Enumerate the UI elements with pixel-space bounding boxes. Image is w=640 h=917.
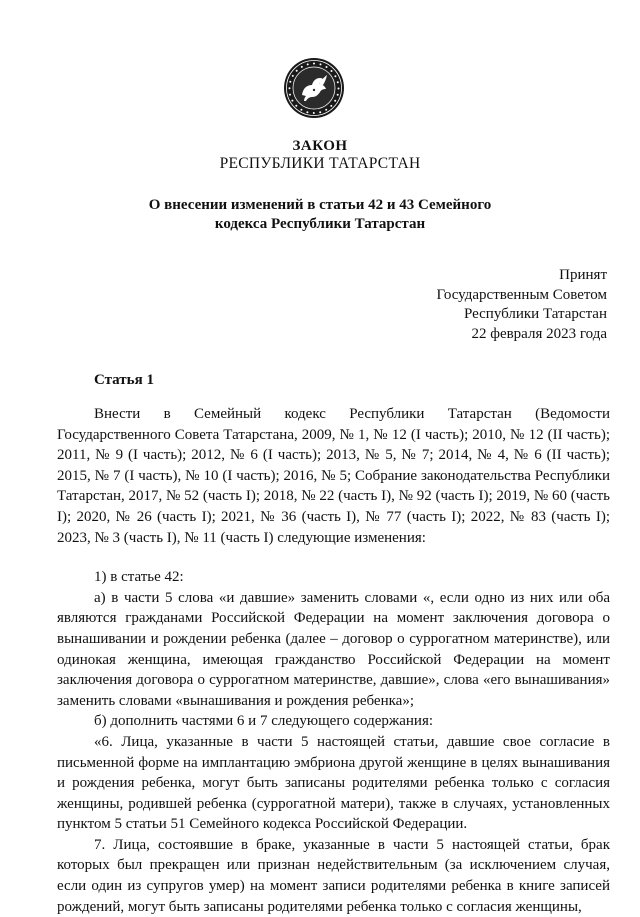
law-title: ЗАКОН [292,138,348,154]
adopted-line-1: Принят [559,267,607,283]
subject-line-2: кодекса Республики Татарстан [214,216,426,232]
part-6-paragraph: «6. Лица, указанные в части 5 настоящей статьи, давшие свое согласие в письменной форме на имплантацию эмбриона другой женщине в целях вынашивания и рождения ребенка, могут быть записаны родителями ребенка только с согласия женщины, родившей ребенка (суррогатной матери), также в случаях, установленных пунктом 5 статьи 51 Семейного кодекса Российской Федерации. [57,733,610,833]
item-1a-paragraph: а) в части 5 слова «и давшие» заменить словами «, если одно из них или оба являются гражданами Российской Федерации на момент заключения договора о вынашивании и рождении ребенка (далее – договор о суррогатном материнстве), или одинокая женщина, имеющая гражданство Российской Федерации на момент заключения договора о суррогатном материнстве, давшие», слова «его вынашивания» заменить словами «вынашивания и рождения ребенка»; [57,589,610,709]
adoption-block [437,266,608,344]
part-7-paragraph: 7. Лица, состоявшие в браке, указанные в части 5 настоящей статьи, брак которых был прекращен или признан недействительным (за исключением случая, если один из супругов умер) на момент записи родителями ребенка в книге записей рождений, могут быть записаны родителями ребенка только с согласия женщины, [57,836,610,915]
adopted-line-3: Республики Татарстан [463,306,607,322]
item-1-paragraph: 1) в статье 42: [94,569,184,586]
article-intro-paragraph: Внести в Семейный кодекс Республики Татарстан (Ведомости Государственного Совета Татарстана, 2009, № 1, № 12 (I часть); 2010, № 12 (II часть); 2011, № 9 (I часть); 2012, № 6 (I часть); 2013, № 5, № 7; 2014, № 4, № 6 (II часть); 2015, № 7 (I часть), № 10 (I часть); 2016, № 5; Собрание законодательства Республики Татарстан, 2017, № 52 (часть I); 2018, № 22 (часть I), № 92 (часть I); 2019, № 60 (часть I); 2020, № 26 (часть I); 2021, № 36 (часть I), № 77 (часть I); 2022, № 83 (часть I); 2023, № 3 (часть I), № 11 (часть I) следующие изменения: [57,406,610,546]
coat-of-arms-emblem [283,57,345,119]
item-1b-paragraph: б) дополнить частями 6 и 7 следующего содержания: [94,713,434,730]
republic-title: РЕСПУБЛИКИ ТАТАРСТАН [219,155,421,172]
article-body [57,404,610,917]
law-subject [0,196,640,234]
adopted-line-2: Государственным Советом [436,286,607,303]
adoption-date: 22 февраля 2023 года [471,325,607,342]
article-title: Статья 1 [94,372,154,388]
subject-line-1: О внесении изменений в статьи 42 и 43 Семейного [148,197,492,213]
